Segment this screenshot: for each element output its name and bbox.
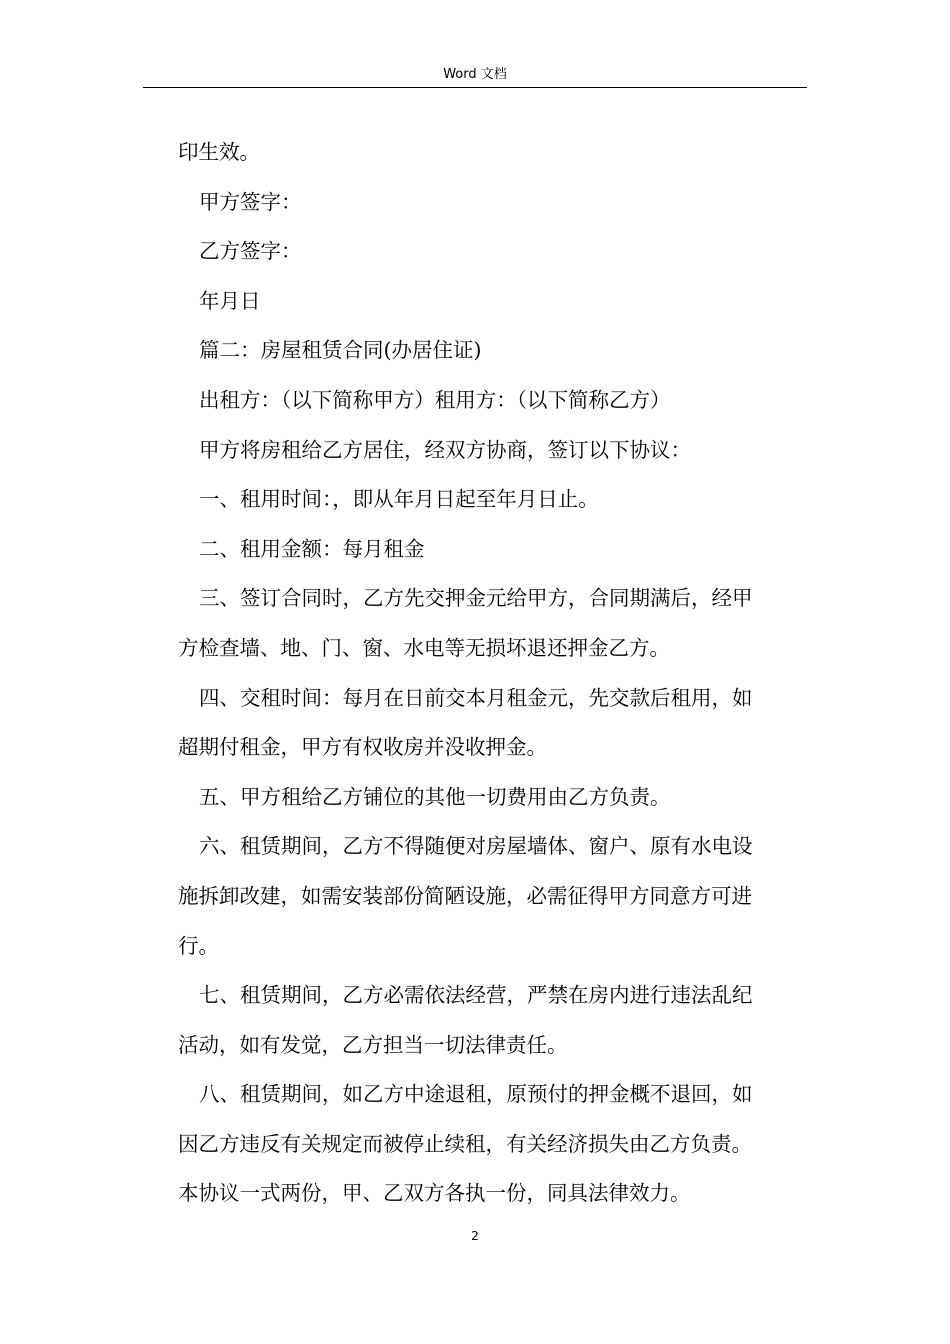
body-line: 超期付租金，甲方有权收房并没收押金。 — [178, 735, 547, 760]
body-line: 本协议一式两份，甲、乙双方各执一份，同具法律效力。 — [178, 1181, 691, 1206]
page-number: 2 — [471, 1229, 479, 1243]
body-line: 四、交租时间：每月在日前交本月租金元，先交款后租用，如 — [199, 685, 753, 710]
body-line: 因乙方违反有关规定而被停止续租，有关经济损失由乙方负责。 — [178, 1131, 752, 1156]
body-line: 一、租用时间：，即从年月日起至年月日止。 — [199, 487, 599, 512]
body-line: 甲方将房租给乙方居住，经双方协商，签订以下协议： — [199, 437, 691, 462]
body-line: 七、租赁期间，乙方必需依法经营，严禁在房内进行违法乱纪 — [199, 983, 753, 1008]
body-line: 甲方签字： — [199, 189, 302, 214]
body-line: 行。 — [178, 933, 219, 958]
body-line: 五、甲方租给乙方铺位的其他一切费用由乙方负责。 — [199, 784, 671, 809]
body-line: 乙方签字： — [199, 239, 302, 264]
body-line: 三、签订合同时，乙方先交押金元给甲方，合同期满后，经甲 — [199, 586, 753, 611]
body-line: 施拆卸改建，如需安装部份简陋设施，必需征得甲方同意方可进 — [178, 883, 752, 908]
body-line: 六、租赁期间，乙方不得随便对房屋墙体、窗户、原有水电设 — [199, 834, 753, 859]
body-line: 篇二：房屋租赁合同(办居住证) — [199, 338, 482, 363]
body-line: 八、租赁期间，如乙方中途退租，原预付的押金概不退回，如 — [199, 1082, 753, 1107]
header-divider — [143, 87, 807, 88]
document-body — [178, 128, 808, 1219]
body-line: 出租方：（以下简称甲方）租用方：（以下简称乙方） — [199, 387, 671, 412]
body-line: 年月日 — [199, 288, 261, 313]
page-header-title: Word 文档 — [443, 67, 507, 82]
body-line: 活动，如有发觉，乙方担当一切法律责任。 — [178, 1032, 568, 1057]
body-line: 印生效。 — [178, 140, 260, 164]
body-line: 二、租用金额：每月租金 — [199, 536, 425, 561]
body-line: 方检查墙、地、门、窗、水电等无损坏退还押金乙方。 — [178, 635, 670, 660]
